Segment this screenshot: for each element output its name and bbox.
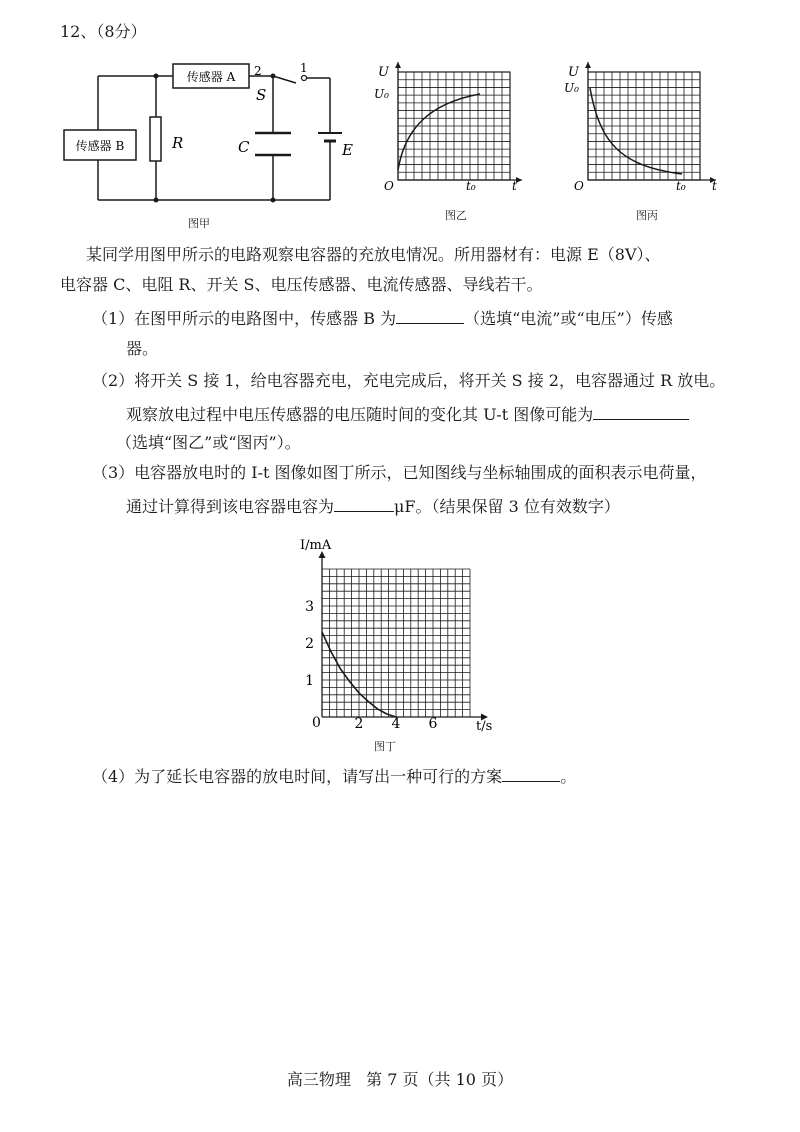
figure-jia-circuit <box>60 55 360 235</box>
terminal-1-dot <box>302 76 307 81</box>
q4-text-end: 。 <box>560 767 577 786</box>
ding-y-tick: 2 <box>305 636 314 652</box>
q3-text: 通过计算得到该电容器电容为 <box>126 497 335 516</box>
yi-ylabel: U <box>378 65 389 80</box>
intro-line-2: 电容器 C、电阻 R、开关 S、电压传感器、电流传感器、导线若干。 <box>60 275 543 294</box>
figure-bing-caption: 图丙 <box>636 209 658 222</box>
figure-yi-graph <box>370 58 530 193</box>
figure-yi-caption: 图乙 <box>445 209 467 222</box>
question-header <box>60 22 147 42</box>
bing-ylabel: U <box>568 65 579 80</box>
ding-y-tick: 3 <box>305 599 314 615</box>
q1-line-2: 器。 <box>126 339 159 358</box>
q4-line-1 <box>92 765 576 787</box>
label-terminal-2: 2 <box>254 64 262 78</box>
bing-y-mark: U₀ <box>564 81 579 95</box>
q1-text: （1）在图甲所示的电路图中，传感器 B 为 <box>92 309 397 328</box>
ding-y-tick: 1 <box>305 673 314 689</box>
bing-origin: O <box>574 179 584 193</box>
q3-text-end: μF。（结果保留 3 位有效数字） <box>394 497 620 516</box>
q2-line-2 <box>126 403 689 425</box>
yi-x-mark: t₀ <box>466 179 476 193</box>
q4-text: （4）为了延长电容器的放电时间，请写出一种可行的方案 <box>92 767 503 786</box>
label-e: E <box>342 141 353 159</box>
question-number: 12、 <box>60 22 97 41</box>
switch-blade <box>273 76 296 83</box>
q3-line-2 <box>126 495 620 517</box>
terminal-2-dot <box>271 74 276 79</box>
q2-line-3: （选填“图乙”或“图丙”）。 <box>116 433 301 452</box>
ding-x-tick: 4 <box>391 716 401 732</box>
label-r: R <box>172 134 184 152</box>
ding-ylabel: I/mA <box>300 538 332 553</box>
question-points: （8分） <box>96 22 147 41</box>
ding-xlabel: t/s <box>476 719 493 734</box>
q3-line-1: （3）电容器放电时的 I-t 图像如图丁所示，已知图线与坐标轴围成的面积表示电荷量， <box>92 463 707 482</box>
bing-xlabel: t <box>712 179 717 193</box>
q1-text-end: （选填“电流”或“电压”）传感 <box>464 309 673 328</box>
sensor-a-label: 传感器 A <box>186 70 236 84</box>
ding-x-tick: 2 <box>354 716 364 732</box>
charging-curve <box>398 94 480 170</box>
label-terminal-1: 1 <box>300 61 308 75</box>
ding-origin: 0 <box>312 715 321 731</box>
figure-bing-graph <box>560 58 725 193</box>
yi-xlabel: t <box>512 179 517 193</box>
q3-answer-blank[interactable] <box>334 495 394 512</box>
q2-line-1: （2）将开关 S 接 1，给电容器充电，充电完成后，将开关 S 接 2，电容器通过 R 放电。 <box>92 371 726 390</box>
sensor-b-label: 传感器 B <box>75 139 125 153</box>
q1-answer-blank[interactable] <box>396 307 464 324</box>
q2-answer-blank[interactable] <box>593 403 689 420</box>
ding-x-tick: 6 <box>428 716 438 732</box>
figure-ding-caption: 图丁 <box>374 740 396 753</box>
intro-line-1: 某同学用图甲所示的电路观察电容器的充放电情况。所用器材有：电源 E（8V）、 <box>86 245 661 264</box>
figure-ding-chart <box>290 535 510 735</box>
label-c: C <box>238 138 250 156</box>
yi-y-mark: U₀ <box>374 87 389 101</box>
yi-origin: O <box>384 179 394 193</box>
label-s: S <box>256 86 267 104</box>
page-footer: 高三物理 第 7 页（共 10 页） <box>286 1070 514 1089</box>
bing-x-mark: t₀ <box>676 179 686 193</box>
q1-line-1 <box>92 307 673 329</box>
q4-answer-blank[interactable] <box>502 765 560 782</box>
ding-grid <box>322 569 470 717</box>
q2-text: 观察放电过程中电压传感器的电压随时间的变化其 U-t 图像可能为 <box>126 405 594 424</box>
figure-jia-caption: 图甲 <box>188 217 210 230</box>
resistor-r <box>150 117 161 161</box>
